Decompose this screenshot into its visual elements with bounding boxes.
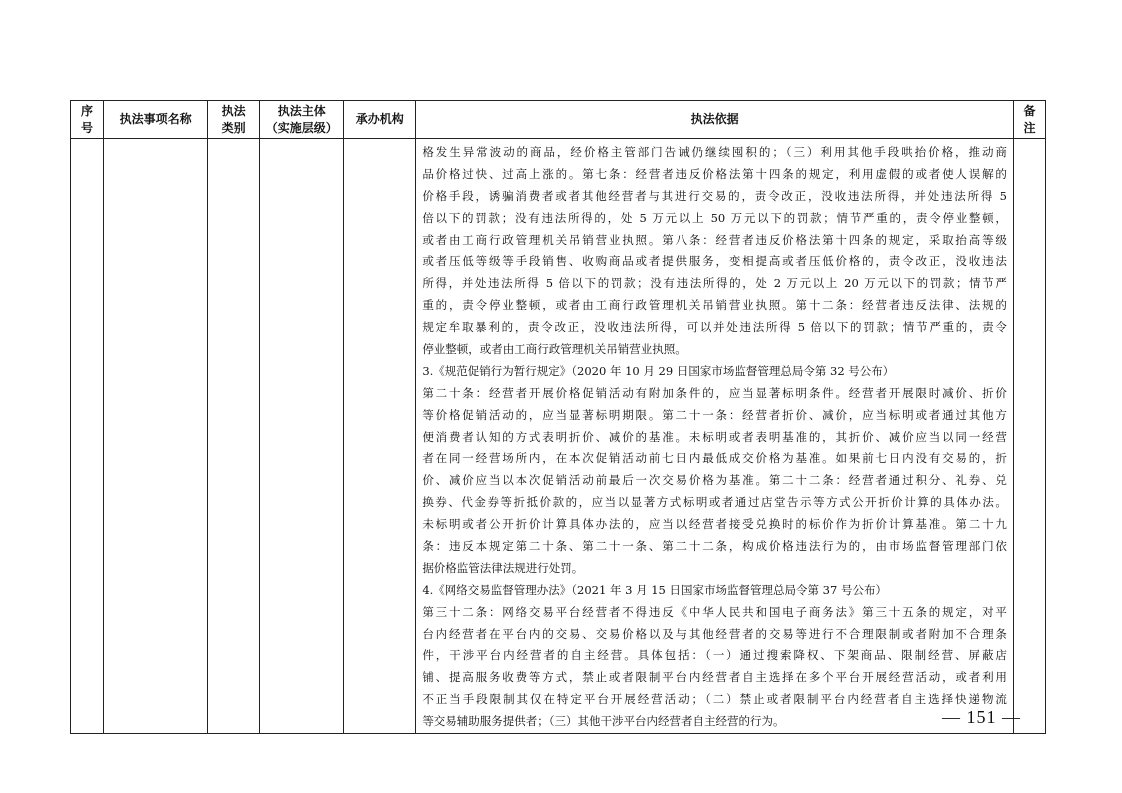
header-seq <box>71 101 104 139</box>
cell-category <box>208 139 260 734</box>
basis-line: 第二十条：经营者开展价格促销活动有附加条件的，应当显著标明条件。经营者开展限时减价、折价 <box>422 385 1007 400</box>
header-basis <box>416 101 1014 139</box>
header-subject-line1: 执法主体 <box>277 103 326 118</box>
basis-line: 便消费者认知的方式表明折价、减价的基准。未标明或者表明基准的，其折价、减价应当以同一经营 <box>422 429 1007 444</box>
basis-line: 第三十二条：网络交易平台经营者不得违反《中华人民共和国电子商务法》第三十五条的规定，对平 <box>422 604 1007 619</box>
basis-line: 或者压低等级等手段销售、收购商品或者提供服务，变相提高或者压低价格的，责令改正，没收违法 <box>422 254 1007 269</box>
basis-line: 3.《规范促销行为暂行规定》（2020 年 10 月 29 日国家市场监督管理总局令第 32 号公布） <box>422 363 895 378</box>
basis-line: 不正当手段限制其仅在特定平台开展经营活动；（二）禁止或者限制平台内经营者自主选择快递物流 <box>422 692 1007 707</box>
basis-text-block <box>422 142 1007 733</box>
header-basis-text: 执法依据 <box>690 112 739 126</box>
basis-line: 规定牟取暴利的，责令改正，没收违法所得，可以并处违法所得 5 倍以下的罚款；情节严重的，责令 <box>422 320 1007 335</box>
basis-line: 重的，责令停业整顿，或者由工商行政管理机关吊销营业执照。第十二条：经营者违反法律、法规的 <box>422 298 1007 313</box>
basis-line: 据价格监管法律法规进行处罚。 <box>422 560 584 575</box>
header-agency-text: 承办机构 <box>355 112 404 126</box>
header-category-line2: 类别 <box>221 120 246 135</box>
basis-line: 者在同一经营场所内，在本次促销活动前七日内最低成交价格为基准。如果前七日内没有交易的，折 <box>422 451 1007 466</box>
header-item-name <box>104 101 208 139</box>
cell-subject <box>260 139 344 734</box>
basis-line: 等交易辅助服务提供者；（三）其他干涉平台内经营者自主经营的行为。 <box>422 714 785 729</box>
header-category <box>208 101 260 139</box>
basis-line: 品价格过快、过高上涨的。第七条：经营者违反价格法第十四条的规定，利用虚假的或者使人误解的 <box>422 166 1007 181</box>
basis-line: 倍以下的罚款；没有违法所得的，处 5 万元以上 50 万元以下的罚款；情节严重的，责令停业整顿， <box>422 210 1007 225</box>
basis-line: 4.《网络交易监督管理办法》（2021 年 3 月 15 日国家市场监督管理总局令第 37 号公布） <box>422 582 887 597</box>
header-category-line1: 执法 <box>221 103 246 118</box>
header-remark <box>1013 101 1045 139</box>
basis-line: 等价格促销活动的，应当显著标明期限。第二十一条：经营者折价、减价，应当标明或者通过其他方 <box>422 407 1007 422</box>
basis-line: 铺、提高服务收费等方式，禁止或者限制平台内经营者自主选择在多个平台开展经营活动，或者利用 <box>422 670 1007 685</box>
cell-seq <box>71 139 104 734</box>
basis-line: 台内经营者在平台内的交易、交易价格以及与其他经营者的交易等进行不合理限制或者附加不合理条 <box>422 626 1007 641</box>
header-seq-line2: 号 <box>81 120 94 135</box>
cell-remark <box>1013 139 1045 734</box>
header-remark-line1: 备 <box>1023 103 1036 118</box>
basis-line: 件，干涉平台内经营者的自主经营。具体包括：（一）通过搜索降权、下架商品、限制经营、屏蔽店 <box>422 648 1007 663</box>
header-row <box>71 101 1046 139</box>
header-subject-line2: （实施层级） <box>265 120 338 135</box>
basis-line: 价、减价应当以本次促销活动前最后一次交易价格为基准。第二十二条：经营者通过积分、礼券、兑 <box>422 473 1007 488</box>
page-number: — 151 — <box>942 707 1021 727</box>
basis-line: 未标明或者公开折价计算具体办法的，应当以经营者接受兑换时的标价作为折价计算基准。第二十九 <box>422 517 1007 532</box>
table-row <box>71 139 1046 734</box>
cell-item-name <box>104 139 208 734</box>
header-agency <box>344 101 416 139</box>
basis-line: 所得，并处违法所得 5 倍以下的罚款；没有违法所得的，处 2 万元以上 20 万元以下的罚款；情节严 <box>422 276 1007 291</box>
header-seq-line1: 序 <box>81 103 94 118</box>
enforcement-basis-table <box>70 100 1046 734</box>
header-remark-line2: 注 <box>1023 120 1036 135</box>
basis-line: 换券、代金券等折抵价款的，应当以显著方式标明或者通过店堂告示等方式公开折价计算的具体办法。 <box>422 495 1007 510</box>
basis-line: 或者由工商行政管理机关吊销营业执照。第八条：经营者违反价格法第十四条的规定，采取抬高等级 <box>422 232 1007 247</box>
basis-line: 格发生异常波动的商品，经价格主管部门告诫仍继续囤积的；（三）利用其他手段哄抬价格，推动商 <box>422 145 1007 159</box>
basis-line: 价格手段，诱骗消费者或者其他经营者与其进行交易的，责令改正，没收违法所得，并处违法所得 5 <box>422 188 1007 203</box>
cell-agency <box>344 139 416 734</box>
basis-line: 条：违反本规定第二十条、第二十一条、第二十二条，构成价格违法行为的，由市场监督管理部门依 <box>422 539 1007 554</box>
cell-basis <box>416 139 1014 734</box>
header-item-name-text: 执法事项名称 <box>119 112 192 126</box>
basis-line: 停业整顿，或者由工商行政管理机关吊销营业执照。 <box>422 342 687 357</box>
header-subject <box>260 101 344 139</box>
